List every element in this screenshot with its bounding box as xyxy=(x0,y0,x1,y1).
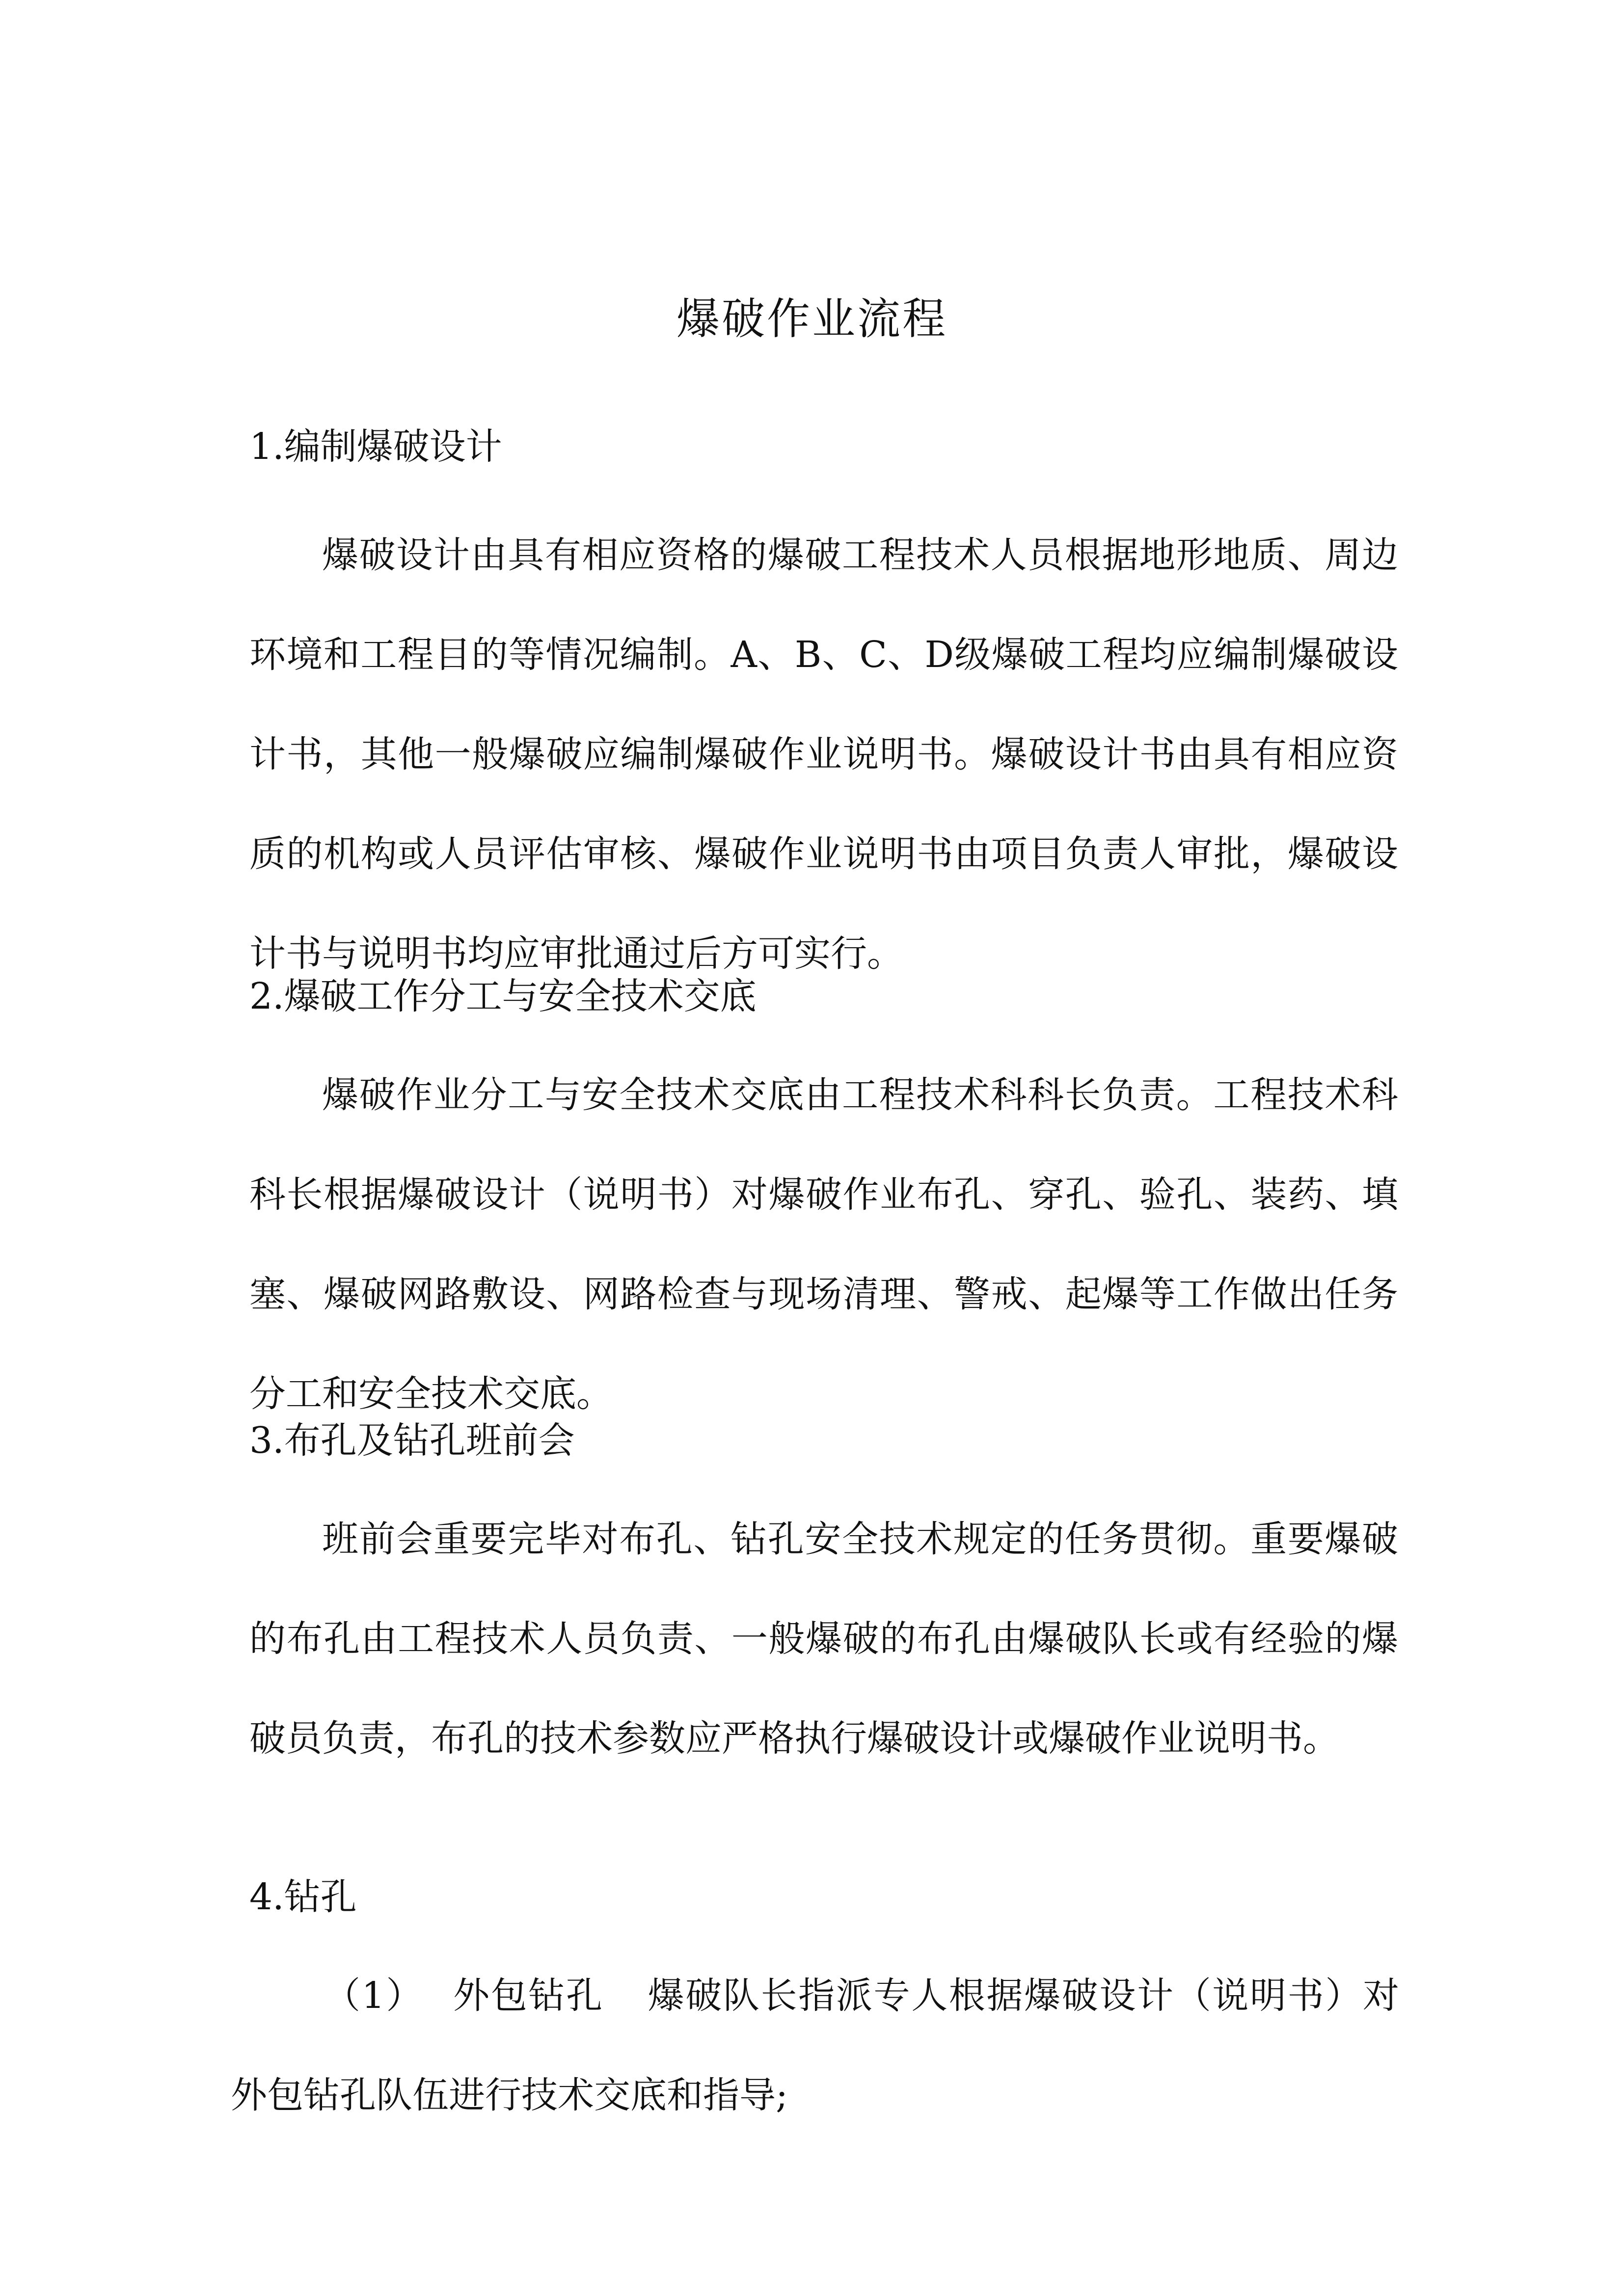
item-label: 外包钻孔 xyxy=(453,1975,604,2017)
section-1-heading: 1.编制爆破设计 xyxy=(249,426,502,468)
section-1-paragraph: 爆破设计由具有相应资格的爆破工程技术人员根据地形地质、周边环境和工程目的等情况编制。A、B、C、D级爆破工程均应编制爆破设计书，其他一般爆破应编制爆破作业说明书。爆破设计书由具有相应资质的机构或人员评估审核、爆破作业说明书由项目负责人审批，爆破设计书与说明书均应审批通过后方可实行。 xyxy=(249,534,1398,975)
page-title: 爆破作业流程 xyxy=(676,294,947,344)
section-3-paragraph: 班前会重要完毕对布孔、钻孔安全技术规定的任务贯彻。重要爆破的布孔由工程技术人员负责、一般爆破的布孔由爆破队长或有经验的爆破员负责，布孔的技术参数应严格执行爆破设计或爆破作业说明书。 xyxy=(249,1518,1398,1760)
item-text: 爆破队长指派专人根据爆破设计（说明书）对外包钻孔队伍进行技术交底和指导; xyxy=(231,1975,1400,2116)
section-2-heading: 2.爆破工作分工与安全技术交底 xyxy=(249,975,757,1017)
section-2-paragraph: 爆破作业分工与安全技术交底由工程技术科科长负责。工程技术科科长根据爆破设计（说明书）对爆破作业布孔、穿孔、验孔、装药、填塞、爆破网路敷设、网路检查与现场清理、警戒、起爆等工作做出任务分工和安全技术交底。 xyxy=(249,1074,1398,1415)
item-number: （1） xyxy=(324,1975,424,2017)
section-4-heading: 4.钻孔 xyxy=(249,1876,357,1918)
section-4-item xyxy=(231,1946,1399,2145)
section-3-heading: 3.布孔及钻孔班前会 xyxy=(249,1419,575,1462)
